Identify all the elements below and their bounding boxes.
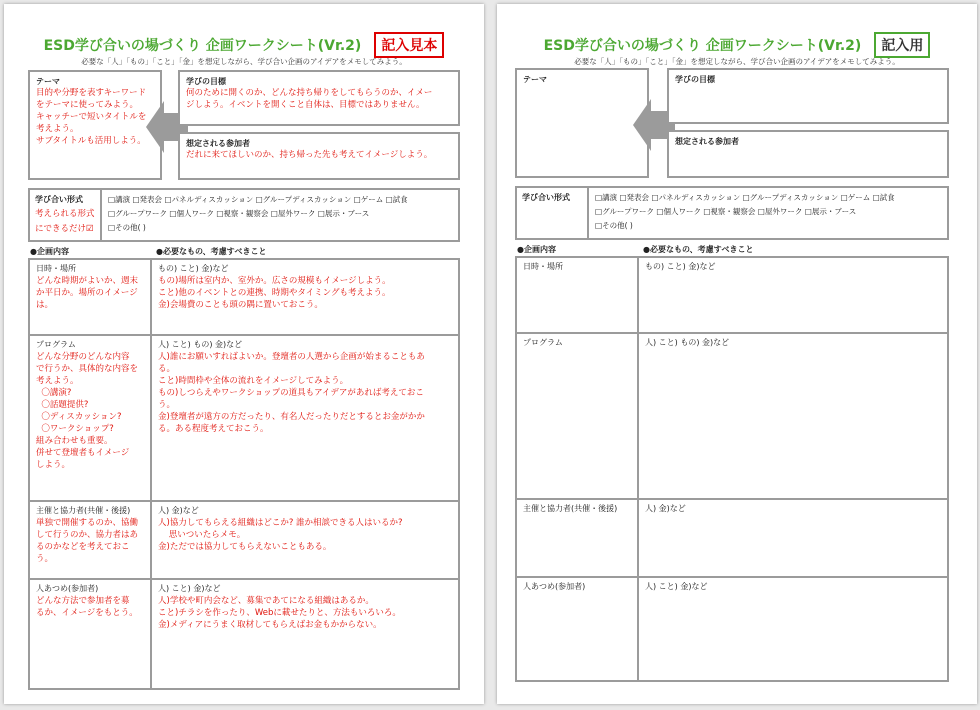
theme-label: テーマ [523, 75, 547, 84]
guidance-line: 金)ただでは協力してもらえないこともある。 [158, 542, 332, 552]
table-row [36, 263, 148, 311]
guidance-line: サブタイトルも活用しよう。 [36, 136, 146, 146]
goal-label: 学びの目標 [186, 77, 226, 86]
guidance-line: 人)協力してもらえる組織はどこか? 誰か相談できる人はいるか? [158, 518, 403, 528]
goal-guidance [186, 87, 452, 111]
format-options[interactable] [595, 191, 895, 233]
row-label: 主催と協力者(共催・後援) [36, 506, 131, 515]
needs-head[interactable]: 人) 金)など [645, 504, 686, 513]
format-options-row[interactable]: □講演 □発表会 □パネルディスカッション □グループディスカッション □ゲーム □試食 [595, 193, 895, 202]
guidance-line: キャッチーで短いタイトルを [36, 112, 147, 122]
table-row-divider [30, 578, 458, 580]
guidance-line: 〇ワークショップ? [36, 424, 114, 434]
row-label: 人あつめ(参加者) [36, 584, 99, 593]
table-row [36, 505, 148, 565]
row-label: 主催と協力者(共催・後援) [523, 504, 618, 513]
row-label: 人あつめ(参加者) [523, 582, 586, 591]
worksheet-subtitle: 必要な「人」「もの」「こと」「金」を想定しながら、学び合い企画のアイデアをメモしてみよう。 [574, 57, 900, 66]
guidance-line: こと)チラシを作ったり、Webに載せたりと、方法もいろいろ。 [158, 608, 401, 618]
table-row-divider [30, 500, 458, 502]
format-options-row[interactable]: □その他( ) [595, 221, 633, 230]
row-label: 日時・場所 [36, 264, 76, 273]
table-row-divider [517, 332, 947, 334]
guidance-line: 併せて登壇者もイメージ [36, 448, 130, 458]
participants-label: 想定される参加者 [675, 137, 739, 146]
worksheet-subtitle: 必要な「人」「もの」「こと」「金」を想定しながら、学び合い企画のアイデアをメモしてみよう。 [81, 57, 407, 66]
needs-head[interactable]: 人) こと) 金)など [645, 582, 708, 591]
worksheet-title-row [497, 32, 977, 58]
needs-head: 人) 金)など [158, 506, 199, 515]
needs-guidance [158, 517, 403, 553]
row-needs [158, 583, 401, 631]
row-needs [158, 263, 391, 311]
guidance-line: で行うか、具体的な内容を [36, 364, 139, 374]
worksheet-title: ESD学び合いの場づくり 企画ワークシート(Vr.2) [543, 38, 862, 54]
row-label: 日時・場所 [523, 262, 563, 271]
needs-head[interactable]: 人) こと) もの) 金)など [645, 338, 730, 347]
format-options-row: □グループワーク □個人ワーク □視察・観察会 □屋外ワーク □展示・ブース [108, 209, 370, 218]
planning-table [28, 258, 460, 690]
row-needs [158, 339, 425, 435]
theme-label: テーマ [36, 77, 60, 86]
participants-box[interactable] [667, 130, 949, 178]
row-guidance [36, 351, 148, 471]
format-options-row: □その他( ) [108, 223, 146, 232]
format-label: 学び合い形式 [35, 195, 83, 204]
format-note-1: 考えられる形式 [35, 209, 95, 219]
format-note-2: にできるだけ☑ [35, 224, 94, 234]
worksheet-title-row [4, 32, 484, 58]
format-options [108, 193, 408, 235]
guidance-line: か平日か。場所のイメージ [36, 288, 138, 298]
guidance-line: 〇講演? [36, 388, 72, 398]
goal-box [178, 70, 460, 126]
guidance-line: 金)登壇者が遠方の方だったり、有名人だったりだとするとお金がかか [158, 412, 425, 422]
content-header: ●企画内容 [517, 245, 556, 254]
goal-label: 学びの目標 [675, 75, 715, 84]
format-options-row: □講演 □発表会 □パネルディスカッション □グループディスカッション □ゲーム □試食 [108, 195, 408, 204]
row-label: プログラム [523, 338, 563, 347]
row-guidance [36, 517, 148, 565]
guidance-line: 組み合わせも重要。 [36, 436, 113, 446]
table-row-divider [517, 576, 947, 578]
theme-box [28, 70, 162, 180]
guidance-line: 金)メディアにうまく取材してもらえばお金もかからない。 [158, 620, 382, 630]
format-box [28, 188, 460, 242]
guidance-line: る。 [158, 364, 176, 374]
guidance-line: どんな分野のどんな内容 [36, 352, 130, 362]
needs-header: ●必要なもの、考慮すべきこと [156, 247, 267, 256]
form-badge: 記入用 [874, 32, 930, 58]
guidance-line: 考えよう。 [36, 376, 79, 386]
guidance-line: 目的や分野を表すキーワード [36, 88, 147, 98]
goal-box[interactable] [667, 68, 949, 124]
table-row [36, 583, 148, 619]
guidance-line: して行うのか、協力者はあ [36, 530, 139, 540]
guidance-line: どんな方法で参加者を募 [36, 596, 130, 606]
guidance-line: もの)場所は室内か、室外か。広さの規模もイメージしよう。 [158, 276, 391, 286]
needs-head[interactable]: もの) こと) 金)など [645, 262, 716, 271]
table-column-divider [150, 260, 152, 688]
format-divider [587, 188, 589, 238]
guidance-line: こと)時間枠や全体の流れをイメージしてみよう。 [158, 376, 349, 386]
guidance-line: る。ある程度考えておこう。 [158, 424, 269, 434]
format-box [515, 186, 949, 240]
format-label: 学び合い形式 [522, 193, 570, 202]
guidance-line: をテーマに使ってみよう。 [36, 100, 139, 110]
guidance-line: もの)しつらえやワークショップの道具もアイデアがあれば考えておこ [158, 388, 424, 398]
table-row-divider [517, 498, 947, 500]
guidance-line: だれに来てほしいのか、持ち帰った先も考えてイメージしよう。 [186, 150, 433, 160]
guidance-line: は。 [36, 300, 54, 310]
guidance-line: 何のために開くのか、どんな持ち帰りをしてもらうのか、イメー [186, 88, 433, 98]
content-header: ●企画内容 [30, 247, 69, 256]
format-label-cell [35, 193, 95, 237]
sample-badge: 記入見本 [374, 32, 444, 58]
worksheet-title: ESD学び合いの場づくり 企画ワークシート(Vr.2) [43, 38, 362, 54]
guidance-line: う。 [36, 554, 54, 564]
guidance-line: 人)学校や町内会など、募集であてになる組織はあるか。 [158, 596, 374, 606]
planning-table [515, 256, 949, 682]
format-options-row[interactable]: □グループワーク □個人ワーク □視察・観察会 □屋外ワーク □展示・ブース [595, 207, 857, 216]
table-row [36, 339, 148, 471]
row-needs [158, 505, 403, 553]
needs-guidance [158, 275, 391, 311]
participants-guidance [186, 149, 452, 161]
table-column-divider [637, 258, 639, 680]
needs-head: 人) こと) もの) 金)など [158, 340, 243, 349]
needs-guidance [158, 595, 401, 631]
needs-header: ●必要なもの、考慮すべきこと [643, 245, 754, 254]
table-row-divider [30, 334, 458, 336]
guidance-line: う。 [158, 400, 176, 410]
guidance-line: 〇話題提供? [36, 400, 89, 410]
guidance-line: しよう。 [36, 460, 71, 470]
theme-guidance [36, 87, 154, 147]
guidance-line: るか、イメージをもとう。 [36, 608, 138, 618]
guidance-line: 単独で開催するのか、協働 [36, 518, 139, 528]
guidance-line: 思いついたらメモ。 [158, 530, 246, 540]
guidance-line: 考えよう。 [36, 124, 79, 134]
participants-box [178, 132, 460, 180]
guidance-line: るのかなどを考えておこ [36, 542, 130, 552]
row-label: プログラム [36, 340, 76, 349]
guidance-line: 人)誰にお願いすればよいか。登壇者の人選から企画が始まることもあ [158, 352, 425, 362]
needs-head: もの) こと) 金)など [158, 264, 229, 273]
participants-label: 想定される参加者 [186, 139, 250, 148]
guidance-line: 〇ディスカッション? [36, 412, 122, 422]
guidance-line: ジしよう。イベントを開くこと自体は、目標ではありません。 [186, 100, 425, 110]
needs-guidance [158, 351, 425, 435]
needs-head: 人) こと) 金)など [158, 584, 221, 593]
row-guidance [36, 275, 148, 311]
blank-worksheet [497, 4, 977, 704]
guidance-line: どんな時期がよいか、週末 [36, 276, 139, 286]
row-guidance [36, 595, 148, 619]
sample-worksheet [4, 4, 484, 704]
guidance-line: 金)会場費のことも頭の隅に置いておこう。 [158, 300, 323, 310]
format-divider [100, 190, 102, 240]
guidance-line: こと)他のイベントとの連携、時期やタイミングも考えよう。 [158, 288, 391, 298]
theme-box[interactable] [515, 68, 649, 178]
